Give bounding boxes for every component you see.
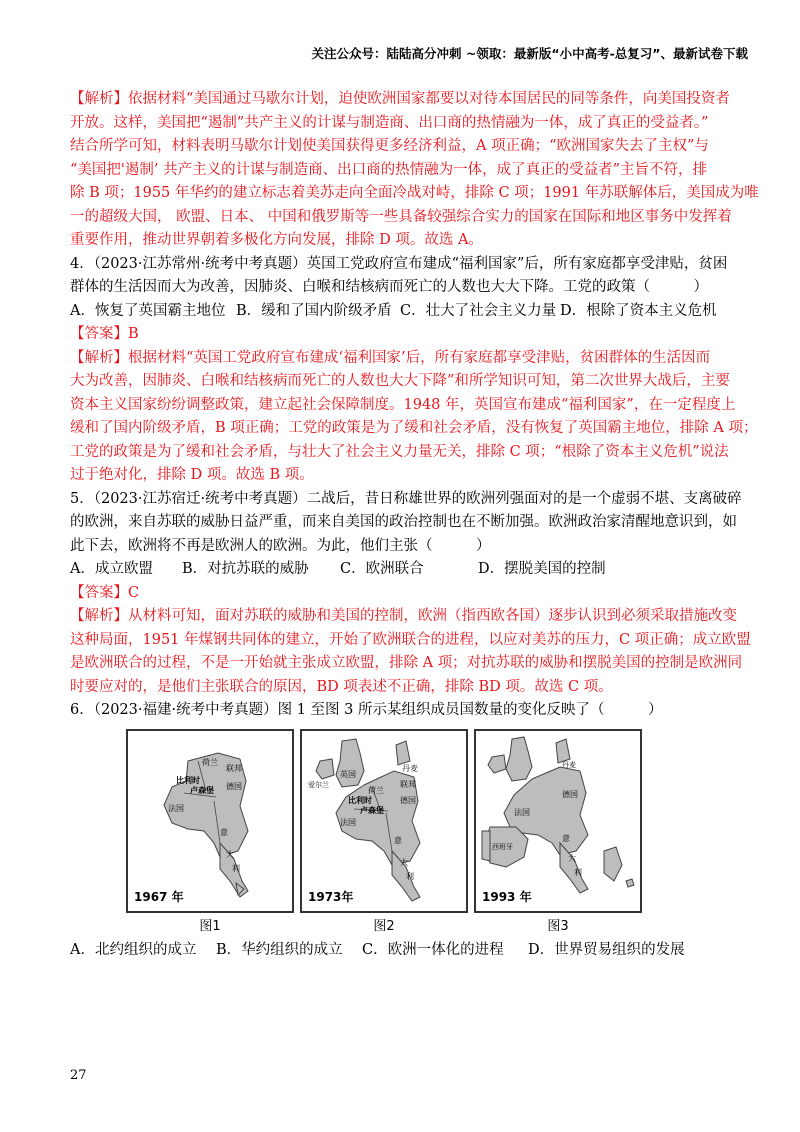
analysis-line: 工党的政策是为了缓和社会矛盾，与壮大了社会主义力量无关，排除 C 项；“根除了资本主义危机”说法 <box>70 443 729 460</box>
map-figure-1 <box>126 729 294 913</box>
country-label: 意 <box>220 827 228 837</box>
country-label: 法国 <box>340 817 356 827</box>
question-stem-line: 此下去，欧洲将不再是欧洲人的欧洲。为此，他们主张（ ） <box>70 537 491 554</box>
country-label: 荷兰 <box>202 757 218 767</box>
map-figure-3 <box>474 729 642 913</box>
country-label: 比利时 <box>176 775 200 785</box>
analysis-line: 资本主义国家纷纷调整政策，建立起社会保障制度。1948 年，英国宣布建成“福利国家”，在一定程度上 <box>70 396 736 413</box>
country-label: 法国 <box>168 803 184 813</box>
answer-line: 【答案】C <box>70 584 140 601</box>
analysis-line: 这种局面，1951 年煤钢共同体的建立，开始了欧洲联合的进程，以应对美苏的压力，C 项正确；成立欧盟 <box>70 631 751 648</box>
country-label: 英国 <box>340 769 356 779</box>
option-d: D．世界贸易组织的发展 <box>528 941 685 958</box>
country-label: 德国 <box>562 789 578 799</box>
analysis-line: 【解析】根据材料“英国工党政府宣布建成‘福利国家’后，所有家庭都享受津贴，贫困群体的生活因而 <box>70 349 711 366</box>
option-c: C．欧洲联合 <box>340 561 424 577</box>
analysis-line: 【解析】从材料可知，面对苏联的威胁和美国的控制，欧洲（指西欧各国）逐步认识到必须采取措施改变 <box>70 608 737 624</box>
question-options <box>70 300 736 324</box>
country-label: 大 <box>400 857 408 867</box>
question-stem-line: 的欧洲，来自苏联的威胁日益严重，而来自美国的政治控制也在不断加强。欧洲政治家清醒地意识到，如 <box>70 514 737 530</box>
country-label: 联邦 <box>400 779 416 789</box>
analysis-line: 开放。这样，美国把“遏制”共产主义的计谋与制造商、出口商的热情融为一体，成了真正的受益者。” <box>70 114 709 131</box>
q3-analysis <box>70 88 759 253</box>
analysis-line: 重要作用，推动世界朝着多极化方向发展，排除 D 项。故选 A。 <box>70 232 483 248</box>
country-label: 西班牙 <box>492 842 513 851</box>
page-content <box>70 88 759 962</box>
map-1967 <box>128 731 292 911</box>
analysis-line: 【解析】依据材料“美国通过马歇尔计划，迫使欧洲国家都要以对待本国居民的同等条件，向美国投资者 <box>70 91 730 107</box>
question-stem-line: 6．（2023·福建·统考中考真题）图 1 至图 3 所示某组织成员国数量的变化反映了（ ） <box>70 702 663 718</box>
option-a: A．北约组织的成立 <box>70 941 197 958</box>
map-year: 1967 年 <box>134 889 184 904</box>
analysis-line: 结合所学可知，材料表明马歇尔计划使美国获得更多经济利益，A 项正确；“欧洲国家失去了主权”与 <box>70 138 709 154</box>
country-label: 爱尔兰 <box>308 780 329 789</box>
map-figure-2 <box>300 729 468 913</box>
country-label: 荷兰 <box>368 785 384 795</box>
country-label: 利 <box>406 871 414 881</box>
page-header: 关注公众号：陆陆高分冲刺 ~领取：最新版“小中高考-总复习”、最新试卷下载 <box>311 46 748 61</box>
question-stem-line: 5．（2023·江苏宿迁·统考中考真题）二战后，昔日称雄世界的欧洲列强面对的是一个虚弱不堪、支离破碎 <box>70 490 742 507</box>
question-4 <box>70 253 758 488</box>
figure-label: 图2 <box>373 918 395 934</box>
question-6 <box>70 699 736 962</box>
country-label: 利 <box>574 867 582 877</box>
analysis-line: 大为改善，因肺炎、白喉和结核病而死亡的人数也大大下降”和所学知识可知，第二次世界大战后，主要 <box>70 373 730 389</box>
country-label: 意 <box>394 835 402 845</box>
country-label: 意 <box>562 833 570 843</box>
figure-group <box>70 729 736 939</box>
option-a: A．成立欧盟 <box>70 561 153 577</box>
country-label: 大 <box>568 853 576 863</box>
map-1973 <box>302 731 466 911</box>
country-label: 比利时 <box>348 795 372 805</box>
option-b: B．华约组织的成立 <box>216 941 343 958</box>
country-label: 卢森堡 <box>190 785 214 795</box>
analysis-line: 时要应对的，是他们主张联合的原因，BD 项表述不正确，排除 BD 项。故选 C 项。 <box>70 678 613 695</box>
question-stem-line: 4．（2023·江苏常州·统考中考真题）英国工党政府宣布建成“福利国家”后，所有家庭都享受津贴，贫困 <box>70 255 728 272</box>
figure-label: 图3 <box>547 918 569 934</box>
option-c: C．欧洲一体化的进程 <box>362 941 504 958</box>
country-label: 法国 <box>514 807 530 817</box>
option-b: B．对抗苏联的威胁 <box>182 561 309 577</box>
map-year: 1993 年 <box>482 889 532 904</box>
question-options <box>70 939 736 963</box>
option-b: B．缓和了国内阶级矛盾 <box>236 302 392 319</box>
map-1993 <box>476 731 640 911</box>
option-a: A．恢复了英国霸主地位 <box>70 302 226 319</box>
country-label: 德国 <box>226 781 242 791</box>
analysis-line: 一的超级大国， 欧盟、日本、 中国和俄罗斯等一些具备较强综合实力的国家在国际和地区事务中发挥着 <box>70 208 732 225</box>
country-label: 联邦 <box>226 763 242 773</box>
map-year: 1973年 <box>308 889 354 904</box>
country-label: 德国 <box>400 795 416 805</box>
question-stem-line: 群体的生活因而大为改善，因肺炎、白喉和结核病而死亡的人数也大大下降。工党的政策（ ） <box>70 279 708 295</box>
country-label: 大 <box>226 849 234 859</box>
option-c: C．壮大了社会主义力量 <box>400 302 557 319</box>
question-5 <box>70 488 751 700</box>
option-d: D．摆脱美国的控制 <box>478 561 606 577</box>
figure-label: 图1 <box>199 918 221 934</box>
analysis-line: 过于绝对化，排除 D 项。故选 B 项。 <box>70 467 314 483</box>
question-options <box>70 558 736 582</box>
analysis-line: 是欧洲联合的过程，不是一开始就主张成立欧盟，排除 A 项；对抗苏联的威胁和摆脱美国的控制是欧洲同 <box>70 655 743 671</box>
country-label: 卢森堡 <box>360 805 384 815</box>
option-d: D．根除了资本主义危机 <box>560 302 717 319</box>
analysis-line: 缓和了国内阶级矛盾，B 项正确；工党的政策是为了缓和社会矛盾，没有恢复了英国霸主地位，排除 A 项； <box>70 420 758 436</box>
analysis-line: 除 B 项；1955 年华约的建立标志着美苏走向全面冷战对峙，排除 C 项；1991 年苏联解体后，美国成为唯 <box>70 185 759 201</box>
country-label: 丹麦 <box>402 763 418 773</box>
answer-line: 【答案】B <box>70 326 139 342</box>
analysis-line: “美国把'遏制’ 共产主义的计谋与制造商、出口商的热情融为一体，成了真正的受益者”主旨不符，排 <box>70 161 708 178</box>
page-number: 27 <box>70 1068 87 1083</box>
country-label: 丹麦 <box>562 760 576 769</box>
country-label: 利 <box>232 863 240 873</box>
